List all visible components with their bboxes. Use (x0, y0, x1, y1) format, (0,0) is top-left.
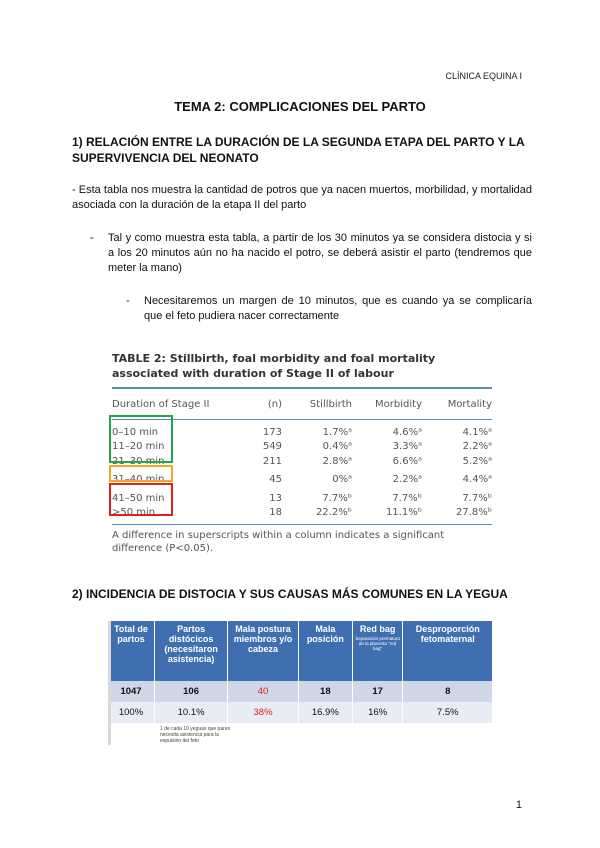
table-cell: 5.2%ᵃ (462, 455, 492, 467)
column-header: Stillbirth (309, 398, 352, 410)
table-3-note: 1 de cada 10 yeguas que paren necesita asistencia para la expulsión del feto (160, 726, 231, 744)
header-label: Mala postura miembros y/o cabeza (233, 624, 293, 654)
table-cell: 4.1%ᵃ (462, 426, 492, 438)
section-1-heading: 1) RELACIÓN ENTRE LA DURACIÓN DE LA SEGUNDA ETAPA DEL PARTO Y LA SUPERVIVENCIA DEL NEONATO (72, 135, 525, 165)
header-label: Mala posición (306, 624, 344, 644)
table-2-footnote: A difference in superscripts within a column indicates a significant difference (P<0.05). (112, 530, 445, 554)
table-2-bottom-rule (112, 524, 492, 525)
table-cell: 21–30 min (112, 455, 165, 467)
table-3-left-bar (108, 621, 111, 745)
table-cell: 7.7%ᵇ (462, 492, 492, 504)
column-header: Duration of Stage II (112, 398, 210, 410)
header-sublabel: Separación prematura de la placenta "red bag" (355, 636, 400, 651)
table-cell: 11.1%ᵇ (385, 507, 422, 519)
table-cell: 0.4%ᵃ (322, 441, 352, 453)
table-cell: 13 (269, 492, 282, 504)
intro-paragraph: - Esta tabla nos muestra la cantidad de potros que ya nacen muertos, morbilidad, y mortalidad asociada con la duración de la etapa II del parto (72, 184, 532, 211)
dystocia-incidence-table (108, 621, 492, 744)
table-3-grid (108, 621, 492, 723)
page-number: 1 (515, 799, 522, 811)
table-cell: 6.6%ᵃ (392, 455, 422, 467)
table-cell: 27.8%ᵇ (455, 507, 492, 519)
table-row (108, 702, 492, 723)
column-header (228, 621, 299, 681)
column-header (108, 621, 155, 681)
table-cell: 10.1% (155, 702, 228, 723)
table-2-caption: TABLE 2: Stillbirth, foal morbidity and foal mortality associated with duration of Stage II of labour (112, 352, 436, 380)
red-highlight-box (109, 483, 173, 516)
table-cell: 2.8%ᵃ (322, 455, 352, 467)
table-cell: 16.9% (298, 702, 352, 723)
table-cell: 31–40 min (112, 474, 165, 486)
column-header (352, 621, 403, 681)
green-highlight-box (109, 415, 173, 463)
table-cell: 4.6%ᵃ (392, 426, 422, 438)
header-label: Partos distócicos (necesitaron asistencia) (164, 624, 218, 664)
bullet-dash: - (90, 232, 94, 244)
table-cell: 211 (262, 455, 282, 467)
section-2-heading: 2) INCIDENCIA DE DISTOCIA Y SUS CAUSAS MÁS COMUNES EN LA YEGUA (72, 587, 508, 601)
column-header (403, 621, 492, 681)
table-cell: 8 (403, 681, 492, 702)
table-cell: 38% (228, 702, 299, 723)
table-cell: 7.7%ᵇ (392, 492, 422, 504)
bullet-item-1 (90, 231, 532, 276)
column-header: Morbidity (375, 398, 422, 410)
orange-highlight-box (109, 465, 173, 482)
bullet-item-2 (126, 294, 532, 324)
column-header: (n) (267, 398, 282, 410)
table-cell: 3.3%ᵃ (392, 441, 422, 453)
table-cell: 16% (352, 702, 403, 723)
table-cell: 22.2%ᵇ (315, 507, 352, 519)
table-cell: 2.2%ᵃ (462, 441, 492, 453)
table-cell: 7.5% (403, 702, 492, 723)
table-cell: 549 (262, 441, 282, 453)
table-cell: 100% (108, 702, 155, 723)
table-cell: 41–50 min (112, 492, 165, 504)
course-header: CLÍNICA EQUINA I (445, 71, 522, 81)
table-cell: 40 (228, 681, 299, 702)
bullet-dash: - (126, 295, 130, 307)
table-cell: 18 (298, 681, 352, 702)
table-cell: 7.7%ᵇ (322, 492, 352, 504)
table-cell: >50 min (112, 507, 156, 519)
table-cell: 2.2%ᵃ (392, 474, 422, 486)
table-cell: 45 (269, 474, 282, 486)
header-label: Desproporción fetomaternal (415, 624, 480, 644)
header-label: Total de partos (114, 624, 148, 644)
bullet-text-2: Necesitaremos un margen de 10 minutos, que es cuando ya se complicaría que el feto pudiera nacer correctamente (144, 295, 532, 322)
column-header: Mortality (447, 398, 492, 410)
page-title: TEMA 2: COMPLICACIONES DEL PARTO (174, 99, 426, 114)
table-cell: 173 (262, 426, 282, 438)
bullet-text-1: Tal y como muestra esta tabla, a partir de los 30 minutos ya se considera distocia y si a los 20 minutos aún no ha nacido el potro, se deberá asistir el parto (tendremos que meter la mano) (108, 232, 532, 274)
stage-ii-duration-table (112, 351, 492, 555)
table-cell: 0–10 min (112, 426, 159, 438)
table-cell: 1.7%ᵃ (322, 426, 352, 438)
table-cell: 4.4%ᵃ (462, 474, 492, 486)
table-cell: 1047 (108, 681, 155, 702)
column-header (298, 621, 352, 681)
table-row (108, 681, 492, 702)
table-cell: 17 (352, 681, 403, 702)
header-label: Red bag (359, 624, 396, 634)
table-cell: 11–20 min (112, 441, 165, 453)
table-cell: 106 (155, 681, 228, 702)
table-cell: 18 (269, 507, 282, 519)
column-header (155, 621, 228, 681)
table-cell: 0%ᵃ (332, 474, 352, 486)
